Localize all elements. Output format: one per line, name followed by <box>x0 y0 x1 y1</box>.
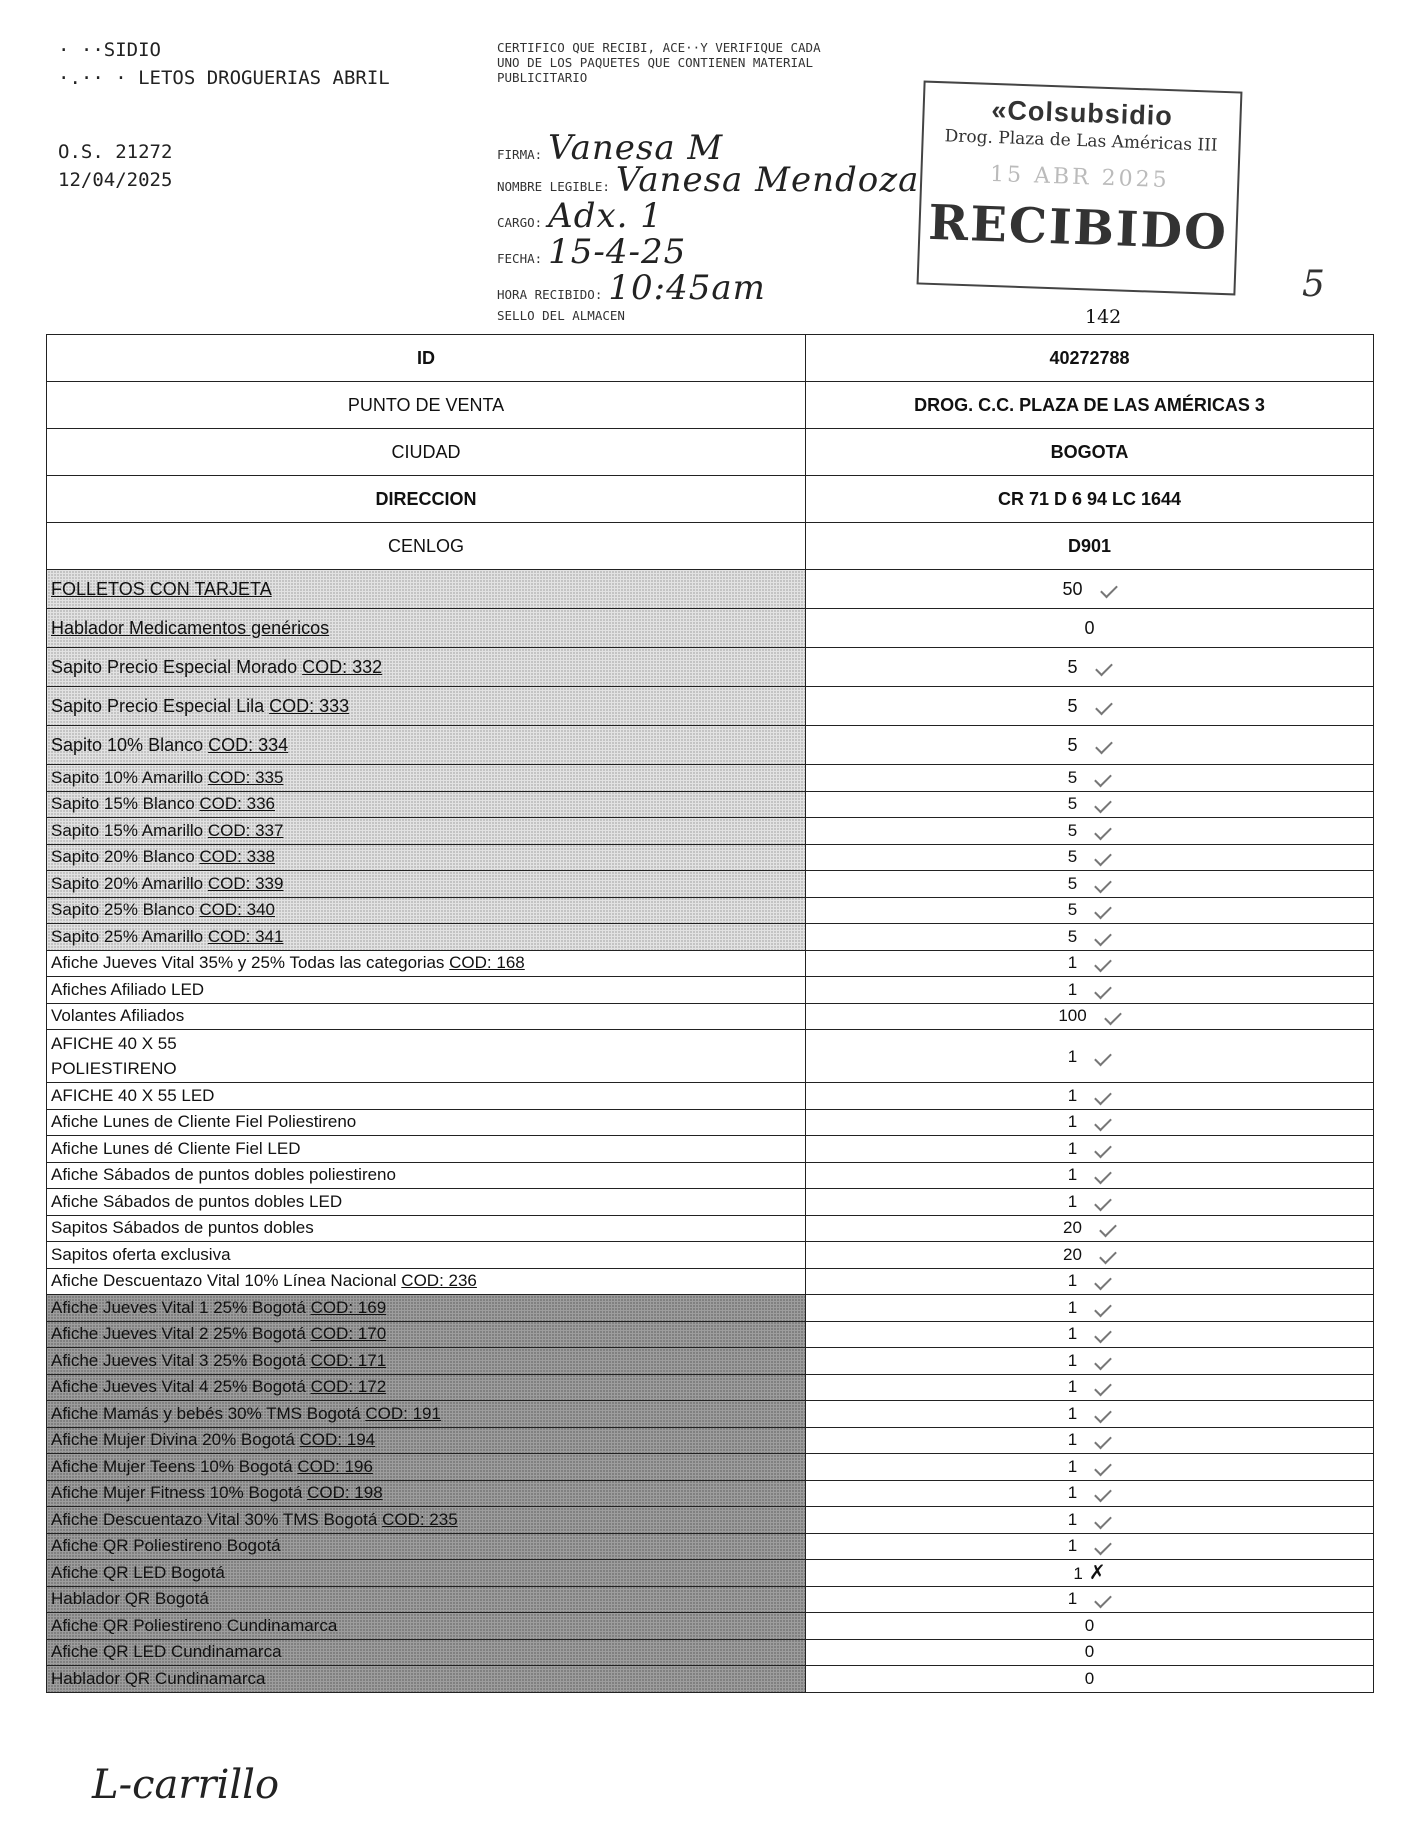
service-order: O.S. 21272 <box>58 141 173 163</box>
item-row <box>47 765 1374 792</box>
item-qty: 1 <box>1067 1509 1078 1529</box>
item-qty-cell <box>806 1242 1374 1269</box>
item-label <box>47 844 806 871</box>
item-label-text: Afiche Jueves Vital 35% y 25% Todas las categorias COD: 168 <box>51 953 525 973</box>
item-label <box>47 1083 806 1110</box>
item-row <box>47 791 1374 818</box>
item-code: COD: 235 <box>382 1509 458 1529</box>
item-label-text: Sapito 15% Blanco COD: 336 <box>51 794 275 814</box>
item-qty: 1 <box>1067 1085 1078 1105</box>
item-row <box>47 726 1374 765</box>
item-label-text: Sapito 25% Amarillo COD: 341 <box>51 926 284 946</box>
info-row <box>47 476 1374 523</box>
item-label-text: Sapito Precio Especial Lila COD: 333 <box>51 695 350 716</box>
item-row <box>47 871 1374 898</box>
item-label <box>47 1109 806 1136</box>
check-mark-icon <box>1099 1220 1117 1238</box>
item-label <box>47 897 806 924</box>
stamp-store: Drog. Plaza de Las Américas III <box>944 126 1218 156</box>
item-label-text: Sapito 15% Amarillo COD: 337 <box>51 820 284 840</box>
item-label-text: Sapito Precio Especial Morado COD: 332 <box>51 656 383 677</box>
check-mark-icon <box>1094 1273 1112 1291</box>
check-mark-icon <box>1094 1591 1112 1609</box>
item-row <box>47 844 1374 871</box>
item-qty: 1 <box>1067 1046 1078 1066</box>
item-qty-cell <box>806 1003 1374 1030</box>
item-qty-cell <box>806 1136 1374 1163</box>
item-label-text: Volantes Afiliados <box>51 1006 185 1026</box>
item-qty: 5 <box>1067 734 1078 755</box>
check-mark-icon <box>1099 1246 1117 1264</box>
item-label <box>47 1586 806 1613</box>
item-qty: 1 <box>1067 1297 1078 1317</box>
item-code: COD: 170 <box>310 1324 387 1344</box>
item-qty: 5 <box>1067 900 1078 920</box>
stamp-received: RECIBIDO <box>927 194 1229 262</box>
item-qty-cell <box>806 897 1374 924</box>
item-row <box>47 609 1374 648</box>
item-label-text: Afiche Jueves Vital 3 25% Bogotá COD: 171 <box>51 1350 387 1370</box>
item-qty: 1 <box>1067 1430 1078 1450</box>
item-label-text: Afiche QR Poliestireno Bogotá <box>51 1536 281 1556</box>
item-row <box>47 1348 1374 1375</box>
item-qty-cell <box>806 1083 1374 1110</box>
item-label <box>47 1189 806 1216</box>
item-label <box>47 687 806 726</box>
item-qty-cell <box>806 1586 1374 1613</box>
item-label <box>47 818 806 845</box>
item-label-text: Afiche Sábados de puntos dobles poliestireno <box>51 1165 396 1185</box>
stamp-date: 15 ABR 2025 <box>989 161 1171 194</box>
item-qty-cell <box>806 1427 1374 1454</box>
item-label-text: Afiche Descuentazo Vital 30% TMS Bogotá COD: 235 <box>51 1509 458 1529</box>
item-label-text: Hablador QR Bogotá <box>51 1589 209 1609</box>
item-qty: 5 <box>1067 873 1078 893</box>
item-qty-cell <box>806 791 1374 818</box>
item-label-text: Afiche Descuentazo Vital 10% Línea Nacional COD: 236 <box>51 1271 477 1291</box>
item-label <box>47 1613 806 1640</box>
info-row <box>47 335 1374 382</box>
info-label: PUNTO DE VENTA <box>47 382 806 429</box>
item-code: COD: 169 <box>310 1297 387 1317</box>
item-label-text: Afiche Lunes de Cliente Fiel Poliestireno <box>51 1112 357 1132</box>
check-mark-icon <box>1094 1167 1112 1185</box>
item-label <box>47 1268 806 1295</box>
item-label-text: Sapito 10% Amarillo COD: 335 <box>51 767 284 787</box>
delivery-table <box>46 334 1374 1693</box>
item-code: COD: 334 <box>208 734 289 755</box>
info-label: ID <box>47 335 806 382</box>
item-row <box>47 1427 1374 1454</box>
item-label-text: Afiche Sábados de puntos dobles LED <box>51 1191 343 1211</box>
item-code: COD: 339 <box>207 873 284 893</box>
item-qty-cell <box>806 1560 1374 1587</box>
item-qty: 1 <box>1067 1271 1078 1291</box>
item-qty-cell <box>806 726 1374 765</box>
received-stamp <box>917 80 1243 295</box>
item-code: COD: 191 <box>365 1403 441 1423</box>
company-name: · ··SIDIO <box>58 39 161 61</box>
item-label-text: Hablador QR Cundinamarca <box>51 1668 266 1688</box>
item-row <box>47 950 1374 977</box>
check-mark-icon <box>1094 1352 1112 1370</box>
item-qty-cell <box>806 1613 1374 1640</box>
item-qty-cell <box>806 1639 1374 1666</box>
item-qty: 5 <box>1067 794 1078 814</box>
item-label-text: Afiche Mujer Teens 10% Bogotá COD: 196 <box>51 1456 373 1476</box>
check-mark-icon <box>1094 1048 1112 1066</box>
item-qty-cell <box>806 871 1374 898</box>
item-qty: 50 <box>1062 578 1083 599</box>
check-mark-icon <box>1094 1432 1112 1450</box>
item-code: COD: 168 <box>449 953 525 973</box>
item-row <box>47 1083 1374 1110</box>
item-qty-cell <box>806 1666 1374 1693</box>
item-label <box>47 924 806 951</box>
info-row <box>47 429 1374 476</box>
item-qty-cell <box>806 1268 1374 1295</box>
item-row <box>47 1533 1374 1560</box>
item-label-text: Afiche Jueves Vital 2 25% Bogotá COD: 170 <box>51 1324 387 1344</box>
item-qty: 0 <box>1084 617 1095 638</box>
item-label-text: Afiche QR LED Cundinamarca <box>51 1642 282 1662</box>
item-row <box>47 1109 1374 1136</box>
item-row <box>47 648 1374 687</box>
item-qty-cell <box>806 1030 1374 1083</box>
item-code: COD: 171 <box>310 1350 387 1370</box>
item-row <box>47 1295 1374 1322</box>
item-code: COD: 198 <box>307 1483 383 1503</box>
item-label-text: Hablador Medicamentos genéricos <box>51 617 330 638</box>
firma-label: FIRMA: <box>497 147 543 162</box>
info-value: 40272788 <box>806 335 1374 382</box>
certification-text: CERTIFICO QUE RECIBI, ACE··Y VERIFIQUE CADA UNO DE LOS PAQUETES QUE CONTIENEN MATERIAL PUBLICITARIO <box>497 40 821 85</box>
order-date: 12/04/2025 <box>58 169 173 191</box>
item-label <box>47 1295 806 1322</box>
cargo-line <box>497 196 663 236</box>
item-row <box>47 1215 1374 1242</box>
item-label <box>47 570 806 609</box>
item-label <box>47 791 806 818</box>
item-label <box>47 1401 806 1428</box>
item-label-text: AFICHE 40 X 55 POLIESTIRENO <box>51 1034 177 1078</box>
item-label <box>47 1666 806 1693</box>
item-row <box>47 818 1374 845</box>
item-qty: 1 <box>1067 1483 1078 1503</box>
item-row <box>47 1268 1374 1295</box>
item-qty: 20 <box>1063 1218 1082 1238</box>
item-code: COD: 332 <box>302 656 383 677</box>
item-row <box>47 1639 1374 1666</box>
hora-label: HORA RECIBIDO: <box>497 287 603 302</box>
item-qty: 1 <box>1067 953 1078 973</box>
check-mark-icon <box>1094 1140 1112 1158</box>
item-label-text: Afiche Mamás y bebés 30% TMS Bogotá COD: 191 <box>51 1403 441 1423</box>
item-label <box>47 1003 806 1030</box>
info-label: CIUDAD <box>47 429 806 476</box>
cross-mark-icon: ✗ <box>1088 1562 1106 1585</box>
item-label <box>47 1507 806 1534</box>
item-qty: 1 <box>1067 1138 1078 1158</box>
nombre-label: NOMBRE LEGIBLE: <box>497 179 610 194</box>
item-row <box>47 924 1374 951</box>
item-qty-cell <box>806 844 1374 871</box>
item-label <box>47 726 806 765</box>
check-mark-icon <box>1095 659 1113 677</box>
info-value: BOGOTA <box>806 429 1374 476</box>
item-label-text: Sapitos Sábados de puntos dobles <box>51 1218 314 1238</box>
item-label <box>47 977 806 1004</box>
item-qty-cell <box>806 609 1374 648</box>
item-label <box>47 871 806 898</box>
item-label <box>47 609 806 648</box>
item-label <box>47 1454 806 1481</box>
item-label <box>47 1030 806 1083</box>
info-value: D901 <box>806 523 1374 570</box>
item-qty-cell <box>806 924 1374 951</box>
item-label <box>47 1533 806 1560</box>
item-qty-cell <box>806 1295 1374 1322</box>
item-qty: 1 <box>1067 1536 1078 1556</box>
info-value: DROG. C.C. PLAZA DE LAS AMÉRICAS 3 <box>806 382 1374 429</box>
shipment-title: ·.·· · LETOS DROGUERIAS ABRIL <box>58 67 390 89</box>
item-label-text: Sapitos oferta exclusiva <box>51 1244 231 1264</box>
info-value: CR 71 D 6 94 LC 1644 <box>806 476 1374 523</box>
item-row <box>47 1003 1374 1030</box>
check-mark-icon <box>1100 581 1118 599</box>
item-qty: 20 <box>1063 1244 1082 1264</box>
stamp-brand: «Colsubsidio <box>990 94 1174 132</box>
check-mark-icon <box>1095 698 1113 716</box>
item-qty: 1 <box>1067 979 1078 999</box>
check-mark-icon <box>1094 1485 1112 1503</box>
item-qty-cell <box>806 1109 1374 1136</box>
item-qty-cell <box>806 1321 1374 1348</box>
item-qty: 5 <box>1067 695 1078 716</box>
check-mark-icon <box>1094 849 1112 867</box>
item-qty: 1 <box>1067 1191 1078 1211</box>
item-label <box>47 1321 806 1348</box>
item-label <box>47 1427 806 1454</box>
item-label-text: Sapito 25% Blanco COD: 340 <box>51 900 275 920</box>
check-mark-icon <box>1104 1008 1122 1026</box>
item-label-text: Afiche QR LED Bogotá <box>51 1562 225 1582</box>
item-row <box>47 1321 1374 1348</box>
item-row <box>47 687 1374 726</box>
handwritten-number: 5 <box>1302 264 1325 305</box>
item-qty: 1 <box>1067 1403 1078 1423</box>
item-label <box>47 1242 806 1269</box>
item-qty-cell <box>806 570 1374 609</box>
item-row <box>47 1613 1374 1640</box>
item-row <box>47 977 1374 1004</box>
item-label <box>47 1560 806 1587</box>
item-row <box>47 1560 1374 1587</box>
item-row <box>47 1374 1374 1401</box>
item-label-text: Afiche Jueves Vital 1 25% Bogotá COD: 169 <box>51 1297 387 1317</box>
item-qty-cell <box>806 1454 1374 1481</box>
item-qty: 0 <box>1084 1615 1095 1635</box>
item-row <box>47 1401 1374 1428</box>
item-row <box>47 1507 1374 1534</box>
check-mark-icon <box>1094 875 1112 893</box>
check-mark-icon <box>1094 1538 1112 1556</box>
info-label: CENLOG <box>47 523 806 570</box>
item-label-text: AFICHE 40 X 55 LED <box>51 1085 215 1105</box>
item-qty: 100 <box>1058 1006 1087 1026</box>
handwritten-note: L-carrillo <box>92 1762 280 1808</box>
check-mark-icon <box>1094 981 1112 999</box>
item-label <box>47 1348 806 1375</box>
item-qty-cell <box>806 818 1374 845</box>
item-label <box>47 1374 806 1401</box>
item-qty-cell <box>806 1480 1374 1507</box>
item-row <box>47 1454 1374 1481</box>
fecha-label: FECHA: <box>497 251 543 266</box>
check-mark-icon <box>1094 902 1112 920</box>
cargo-value: Adx. 1 <box>548 196 663 236</box>
item-label-text: Afiche Mujer Fitness 10% Bogotá COD: 198 <box>51 1483 383 1503</box>
item-label-text: Sapito 20% Amarillo COD: 339 <box>51 873 284 893</box>
item-row <box>47 1480 1374 1507</box>
item-qty: 5 <box>1067 656 1078 677</box>
nombre-line <box>497 160 919 200</box>
item-row <box>47 1586 1374 1613</box>
item-label-text: Afiche Lunes dé Cliente Fiel LED <box>51 1138 301 1158</box>
sequence-number: 142 <box>1085 306 1122 328</box>
item-label-text: FOLLETOS CON TARJETA <box>51 578 272 599</box>
item-label <box>47 648 806 687</box>
item-label-text: Sapito 20% Blanco COD: 338 <box>51 847 275 867</box>
item-qty: 1 <box>1067 1377 1078 1397</box>
item-code: COD: 196 <box>297 1456 373 1476</box>
item-label <box>47 1215 806 1242</box>
item-code: COD: 335 <box>207 767 284 787</box>
item-label <box>47 1162 806 1189</box>
item-code: COD: 337 <box>207 820 284 840</box>
item-code: COD: 236 <box>401 1271 477 1291</box>
item-qty: 1 <box>1067 1324 1078 1344</box>
item-qty: 1 <box>1067 1112 1078 1132</box>
item-qty: 5 <box>1067 926 1078 946</box>
item-qty-cell <box>806 1348 1374 1375</box>
check-mark-icon <box>1094 822 1112 840</box>
check-mark-icon <box>1094 928 1112 946</box>
hora-value: 10:45am <box>608 268 766 308</box>
item-label <box>47 1480 806 1507</box>
check-mark-icon <box>1094 1458 1112 1476</box>
item-qty-cell <box>806 1401 1374 1428</box>
item-code: COD: 333 <box>269 695 350 716</box>
check-mark-icon <box>1094 1379 1112 1397</box>
check-mark-icon <box>1095 737 1113 755</box>
item-row <box>47 1136 1374 1163</box>
item-row <box>47 1666 1374 1693</box>
item-code: COD: 194 <box>299 1430 376 1450</box>
item-qty-cell <box>806 1215 1374 1242</box>
item-row <box>47 1162 1374 1189</box>
item-qty: 5 <box>1067 820 1078 840</box>
item-qty-cell <box>806 1162 1374 1189</box>
check-mark-icon <box>1094 769 1112 787</box>
hora-line <box>497 268 766 308</box>
item-qty-cell <box>806 648 1374 687</box>
item-label-text: Afiches Afiliado LED <box>51 979 205 999</box>
item-qty-cell <box>806 1533 1374 1560</box>
item-code: COD: 340 <box>199 900 275 920</box>
item-label <box>47 950 806 977</box>
item-code: COD: 336 <box>199 794 275 814</box>
fecha-line <box>497 232 686 272</box>
item-label-text: Afiche QR Poliestireno Cundinamarca <box>51 1615 338 1635</box>
item-row <box>47 897 1374 924</box>
item-qty: 1 <box>1073 1564 1083 1584</box>
check-mark-icon <box>1094 1299 1112 1317</box>
item-qty-cell <box>806 1374 1374 1401</box>
fecha-value: 15-4-25 <box>548 232 687 272</box>
item-label <box>47 1639 806 1666</box>
check-mark-icon <box>1094 796 1112 814</box>
check-mark-icon <box>1094 1326 1112 1344</box>
item-qty: 1 <box>1067 1589 1078 1609</box>
firma-signature: Vanesa M <box>548 128 724 168</box>
item-qty: 1 <box>1067 1456 1078 1476</box>
check-mark-icon <box>1094 1511 1112 1529</box>
item-label-text: Sapito 10% Blanco COD: 334 <box>51 734 289 755</box>
item-qty: 5 <box>1067 847 1078 867</box>
item-code: COD: 341 <box>207 926 284 946</box>
item-qty-cell <box>806 950 1374 977</box>
item-qty: 5 <box>1067 767 1078 787</box>
info-row <box>47 523 1374 570</box>
item-row <box>47 1030 1374 1083</box>
item-qty: 1 <box>1067 1165 1078 1185</box>
item-code: COD: 172 <box>310 1377 387 1397</box>
item-label <box>47 765 806 792</box>
cargo-label: CARGO: <box>497 215 543 230</box>
check-mark-icon <box>1094 1405 1112 1423</box>
item-label-text: Afiche Jueves Vital 4 25% Bogotá COD: 172 <box>51 1377 387 1397</box>
item-qty-cell <box>806 1189 1374 1216</box>
check-mark-icon <box>1094 1114 1112 1132</box>
check-mark-icon <box>1094 1193 1112 1211</box>
nombre-value: Vanesa Mendoza <box>615 160 920 200</box>
item-qty-cell <box>806 977 1374 1004</box>
info-label: DIRECCION <box>47 476 806 523</box>
item-qty-cell <box>806 1507 1374 1534</box>
check-mark-icon <box>1094 955 1112 973</box>
item-qty: 0 <box>1084 1668 1095 1688</box>
item-row <box>47 570 1374 609</box>
document-header <box>58 36 390 194</box>
info-row <box>47 382 1374 429</box>
check-mark-icon <box>1094 1087 1112 1105</box>
sello-label: SELLO DEL ALMACEN <box>497 308 625 323</box>
item-label-text: Afiche Mujer Divina 20% Bogotá COD: 194 <box>51 1430 376 1450</box>
item-qty: 0 <box>1084 1642 1095 1662</box>
item-qty-cell <box>806 687 1374 726</box>
item-label <box>47 1136 806 1163</box>
item-qty: 1 <box>1067 1350 1078 1370</box>
item-code: COD: 338 <box>199 847 275 867</box>
item-row <box>47 1189 1374 1216</box>
item-row <box>47 1242 1374 1269</box>
item-qty-cell <box>806 765 1374 792</box>
